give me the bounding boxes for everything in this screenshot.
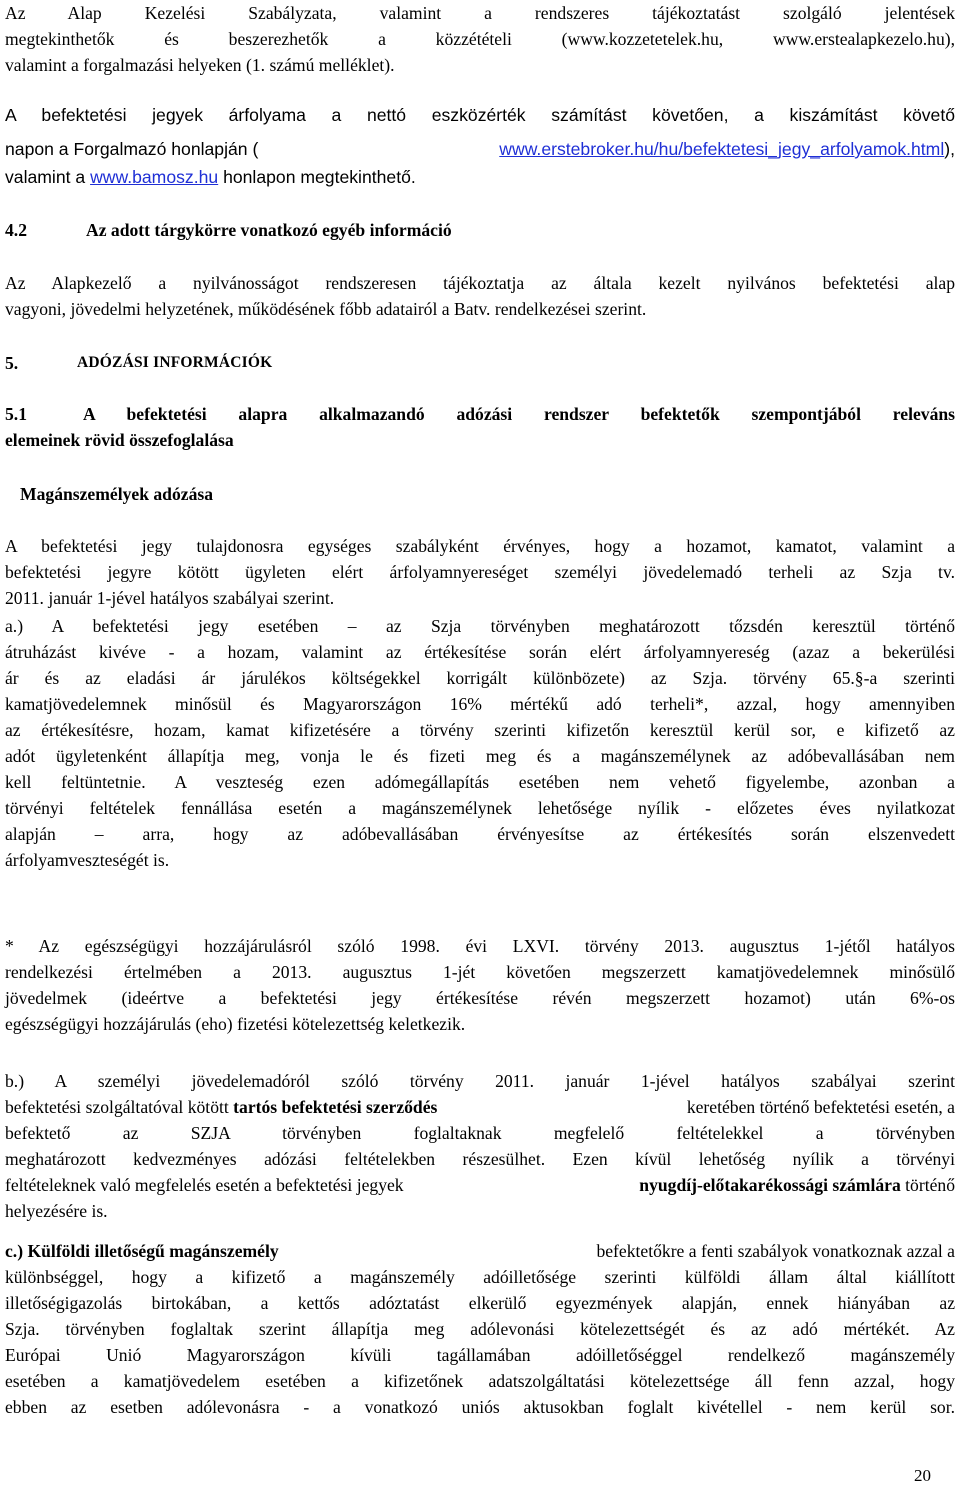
text-line: illetőségigazolás birtokában, a kettős adóztatást elkerülő egyezmények alapján, ennek hiányában az (5, 1293, 955, 1313)
text-line (5, 136, 955, 162)
text-line (5, 1172, 955, 1198)
text-line: árfolyamveszteségét is. (5, 850, 170, 870)
text-line: valamint a forgalmazási helyeken (1. számú melléklet). (5, 55, 395, 75)
section-title-5-1-line2: elemeinek rövid összefoglalása (5, 430, 234, 450)
text-line: A befektetési jegyek árfolyama a nettó eszközérték számítást követően, a kiszámítást követő (5, 105, 955, 125)
text-fragment: napon a Forgalmazó honlapján ( (5, 139, 259, 159)
text-line: különbséggel, hogy a kifizető a magánszemély adóilletősége szerinti külföldi állam által kiállított (5, 1267, 955, 1287)
text-line: Az Alap Kezelési Szabályzata, valamint a rendszeres tájékoztatást szolgáló jelentések (5, 3, 955, 23)
text-line: a.) A befektetési jegy esetében – az Szja törvényben meghatározott tőzsdén keresztül történő (5, 616, 955, 636)
text-line: b.) A személyi jövedelemadóról szóló törvény 2011. január 1-jével hatályos szabályai szerint (5, 1071, 955, 1091)
text-line: kamatjövedelemnek minősül és Magyarországon 16% mértékű adó terheli*, azzal, hogy amennyiben (5, 694, 955, 714)
text-line: Az Alapkezelő a nyilvánosságot rendszeresen tájékoztatja az általa kezelt nyilvános befektetési alap (5, 273, 955, 293)
text-line: Szja. törvényben foglaltak szerint állapítja meg adólevonási kötelezettségét és az adó mértékét. Az (5, 1319, 955, 1339)
emphasis-long-term-contract: tartós befektetési szerződés (233, 1097, 438, 1117)
section-number-5-1: 5.1 (5, 404, 27, 424)
text-line: alapján – arra, hogy az adóbevallásában érvényesítse az értékesítés során elszenvedett (5, 824, 955, 844)
text-line: adót ügyletenként állapítja meg, vonja le és fizeti meg és a magánszemélynek az adóbevallásában nem (5, 746, 955, 766)
text-fragment: feltételeknek való megfelelés esetén a befektetési jegyek (5, 1175, 404, 1195)
text-line: rendelkezési értelmében a 2013. augusztus 1-jét követően megszerzett kamatjövedelemnek minősülő (5, 962, 955, 982)
bamosz-link[interactable]: www.bamosz.hu (90, 167, 219, 187)
text-line: * Az egészségügyi hozzájárulásról szóló 1998. évi LXVI. törvény 2013. augusztus 1-jétől hatályos (5, 936, 955, 956)
text-fragment: ), (944, 139, 955, 159)
text-line: jövedelmek (ideértve a befektetési jegy értékesítése révén megszerzett hozamot) után 6%-os (5, 988, 955, 1008)
text-line: kell feltüntetnie. A veszteség ezen adómegállapítás esetében nem vehető figyelembe, azonban a (5, 772, 955, 792)
text-line: A befektetési jegy tulajdonosra egységes szabályként érvényes, hogy a hozamot, kamatot, valamint a (5, 536, 955, 556)
text-fragment: honlapon megtekinthető. (218, 167, 416, 187)
text-line: vagyoni, jövedelmi helyzetének, működésének főbb adatairól a Batv. rendelkezései szerint. (5, 299, 647, 319)
emphasis-foreign-resident: c.) Külföldi illetőségű magánszemély (5, 1241, 279, 1261)
text-line: helyezésére is. (5, 1201, 108, 1221)
text-line: átruházást kivéve - a hozam, valamint az értékesítése során elért árfolyamnyereség (azaz a bekerülési (5, 642, 955, 662)
section-number-5: 5. (5, 353, 19, 373)
text-fragment: történő (900, 1175, 955, 1195)
text-fragment: befektetési szolgáltatóval kötött (5, 1097, 234, 1117)
text-fragment: befektetőkre a fenti szabályok vonatkoznak azzal a (596, 1241, 955, 1261)
text-line: meghatározott kedvezményes adózási feltételekben részesülhet. Ezen kívül lehetőség nyílik a törvényi (5, 1149, 955, 1169)
text-line: ebben az esetben adólevonásra - a vonatkozó uniós aktusokban foglalt kivétellel - nem kerül sor. (5, 1397, 955, 1417)
text-fragment: valamint a (5, 167, 91, 187)
page-number: 20 (914, 1466, 931, 1485)
text-line: törvényi feltételek fennállása esetén a magánszemélynek lehetősége nyílik - előzetes éves nyilatkozat (5, 798, 955, 818)
text-line: egészségügyi hozzájárulás (eho) fizetési kötelezettség keletkezik. (5, 1014, 466, 1034)
erstebroker-link[interactable]: www.erstebroker.hu/hu/befektetesi_jegy_arfolyamok.html (499, 139, 945, 159)
text-fragment: keretében történő befektetési esetén, a (686, 1097, 955, 1117)
text-line: Európai Unió Magyarországon kívüli tagállamában adóilletőséggel rendelkező magánszemély (5, 1345, 955, 1365)
text-line: befektető az SZJA törvényben foglaltaknak megfelelő feltételekkel a törvényben (5, 1123, 955, 1143)
emphasis-pension-savings-account: nyugdíj-előtakarékossági számlára (639, 1175, 901, 1195)
text-line (5, 1238, 955, 1264)
section-title-5-1-line1: A befektetési alapra alkalmazandó adózási rendszer befektetők szempontjából releváns (83, 404, 955, 424)
text-line: esetében a kamatjövedelem esetében a kifizetőnek adatszolgáltatási kötelezettsége áll fenn azzal, hogy (5, 1371, 955, 1391)
subheading-private-individuals: Magánszemélyek adózása (20, 484, 214, 504)
text-line: megtekinthetők és beszerezhetők a közzétételi (www.kozzetetelek.hu, www.erstealapkezelo.hu), (5, 29, 955, 49)
section-number-4-2: 4.2 (5, 220, 27, 240)
text-line: az értékesítésre, hozam, kamat kifizetésére a törvény szerinti kifizetőn keresztül kerül sor, e kifizető az (5, 720, 955, 740)
text-line (5, 1094, 955, 1120)
text-line (5, 164, 955, 190)
text-line: befektetési jegyre kötött ügyleten elért árfolyamnyereséget személyi jövedelemadó terheli az Szja tv. (5, 562, 955, 582)
section-title-4-2: Az adott tárgykörre vonatkozó egyéb információ (86, 220, 452, 240)
section-title-5: ADÓZÁSI INFORMÁCIÓK (77, 354, 273, 371)
text-line: ár és az eladási ár járulékos költségekkel korrigált különbözete) az Szja. törvény 65.§-a szerinti (5, 668, 955, 688)
text-line: 2011. január 1-jével hatályos szabályai szerint. (5, 588, 335, 608)
